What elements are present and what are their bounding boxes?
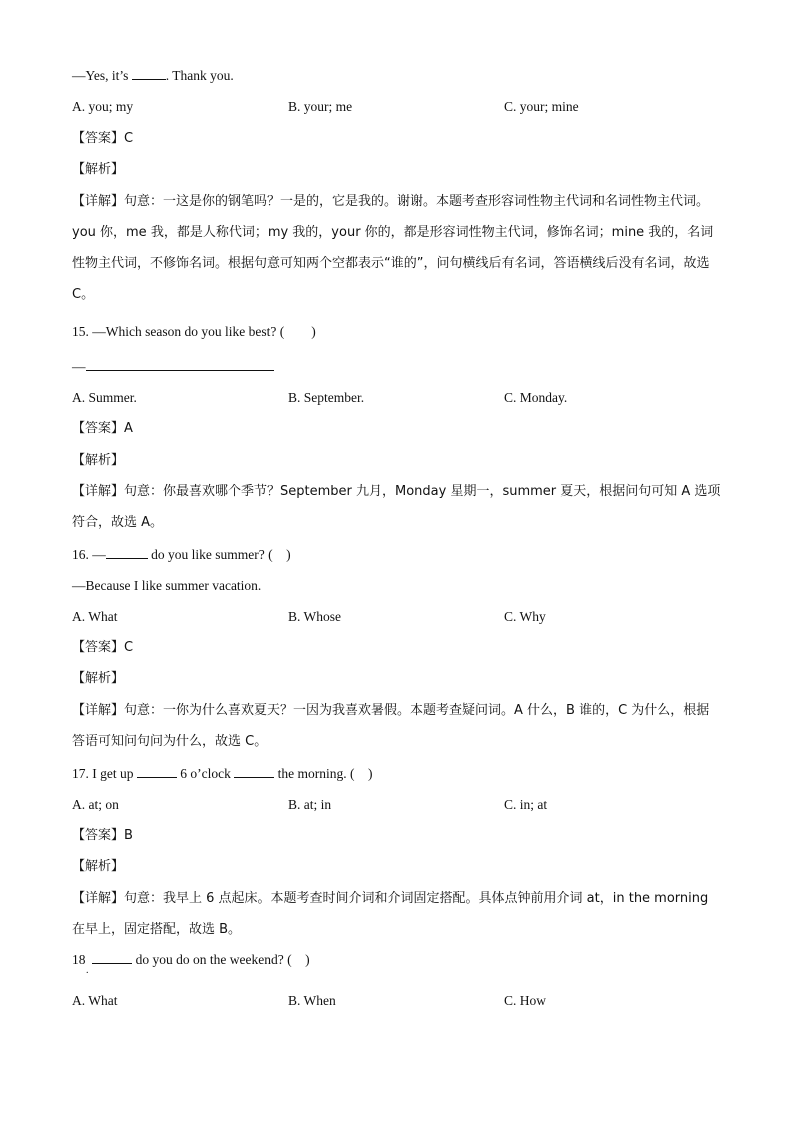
q16-option-a: A. What [72, 609, 118, 624]
q16-option-c: C. Why [504, 609, 546, 624]
q15-analysis-label: 【解析】 [72, 453, 125, 468]
q18-dot: . [86, 965, 89, 976]
q14-option-b: B. your; me [288, 99, 353, 114]
q14-answer: 【答案】C [72, 131, 134, 146]
q14-option-a: A. you; my [72, 99, 134, 114]
q16-answer: 【答案】C [72, 640, 134, 655]
q18-option-a: A. What [72, 993, 118, 1008]
blank [92, 951, 132, 964]
blank [234, 765, 274, 778]
blank [106, 546, 148, 559]
q14-analysis-label: 【解析】 [72, 162, 125, 177]
q15-option-b: B. September. [288, 390, 365, 405]
q18-question: 18 do you do on the weekend? ( ) [72, 952, 310, 967]
q16-answer-line: —Because I like summer vacation. [72, 578, 262, 593]
q14-option-c: C. your; mine [504, 99, 579, 114]
q17-question: 17. I get up 6 o’clock the morning. ( ) [72, 766, 373, 781]
q15-answer: 【答案】A [72, 421, 133, 436]
q14-answer-line: —Yes, it’s . Thank you. [72, 68, 234, 83]
blank [132, 67, 166, 80]
q17-option-a: A. at; on [72, 797, 119, 812]
q15-option-a: A. Summer. [72, 390, 137, 405]
q16-option-b: B. Whose [288, 609, 341, 624]
q15-detail: 【详解】句意：你最喜欢哪个季节？September 九月，Monday 星期一，summer 夏天，根据问句可知 A 选项符合，故选 A。 [72, 484, 721, 530]
q17-detail: 【详解】句意：我早上 6 点起床。本题考查时间介词和介词固定搭配。具体点钟前用介词 at，in the morning 在早上，固定搭配，故选 B。 [72, 891, 709, 937]
q16-analysis-label: 【解析】 [72, 671, 125, 686]
q14-detail: 【详解】句意：一这是你的钢笔吗？一是的，它是我的。谢谢。本题考查形容词性物主代词和名词性物主代词。you 你，me 我，都是人称代词；my 我的，your 你的，都是形容词性物主代词，修饰名词；mine 我的，名词性物主代词，不修饰名词。根据句意可知两个空都表示“谁的”，问句横线后有名词，答语横线后没有名词，故选 C。 [72, 194, 714, 302]
q17-analysis-label: 【解析】 [72, 859, 125, 874]
q15-question: 15. —Which season do you like best? ( ) [72, 324, 316, 339]
blank [137, 765, 177, 778]
q15-answer-line: — [72, 358, 274, 376]
q17-option-b: B. at; in [288, 797, 332, 812]
q15-option-c: C. Monday. [504, 390, 568, 405]
q17-option-c: C. in; at [504, 797, 548, 812]
q18-option-b: B. When [288, 993, 336, 1008]
q16-question: 16. — do you like summer? ( ) [72, 547, 291, 562]
blank [86, 358, 274, 371]
q18-option-c: C. How [504, 993, 547, 1008]
q17-answer: 【答案】B [72, 828, 133, 843]
q16-detail: 【详解】句意：一你为什么喜欢夏天？一因为我喜欢暑假。本题考查疑问词。A 什么，B 谁的，C 为什么，根据答语可知问句问为什么，故选 C。 [72, 703, 710, 749]
